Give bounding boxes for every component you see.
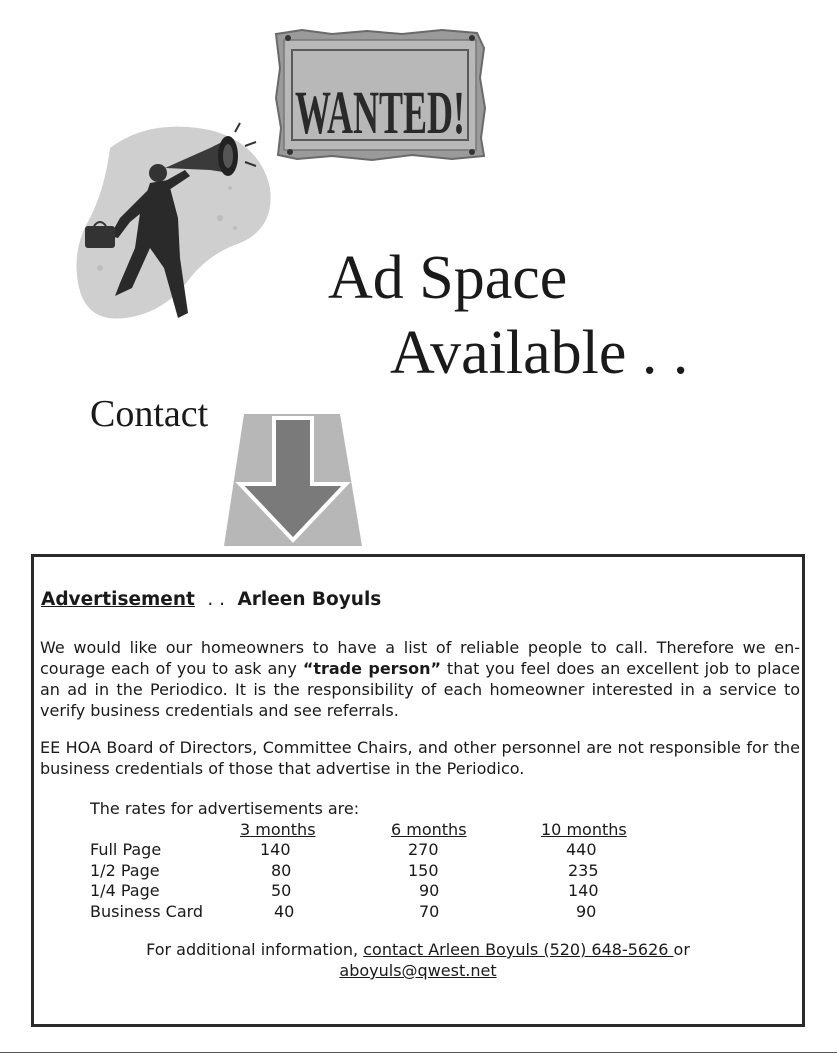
heading-ad-space: Ad Space [328,244,568,312]
rate-cell: 235 [568,861,599,880]
heading-contact: Contact [90,393,209,435]
rate-cell: 80 [271,861,292,880]
col-header-6-months: 6 months [391,820,467,839]
ad-author: Arleen Boyuls [237,589,382,610]
rate-cell: 90 [419,881,440,900]
rate-cell: 440 [566,840,597,859]
contact-email-link[interactable]: aboyuls@qwest.net [339,961,497,980]
rate-cell: 40 [274,902,295,921]
rate-cell: 70 [419,902,440,921]
intro-text-a: We would like our homeowners to have a list of reliable people to call. Therefore we en-courage each of you to ask any [40,638,800,678]
intro-paragraph [40,637,800,721]
trade-person-emphasis: “trade person” [302,659,441,678]
footer-contact-info [34,939,802,981]
rate-cell: 270 [408,840,439,859]
megaphone-man-illustration [70,118,280,333]
ad-title-row [41,589,381,610]
down-arrow-icon [222,412,364,548]
ad-title-separator: . . [207,589,225,610]
wanted-sign-image [272,28,488,162]
contact-phone-link[interactable]: contact Arleen Boyuls (520) 648-5626 [363,940,674,959]
row-label-half-page: 1/2 Page [90,861,160,880]
heading-available: Available . . [390,319,689,387]
col-header-10-months: 10 months [541,820,627,839]
rate-cell: 140 [568,881,599,900]
disclaimer-paragraph: EE HOA Board of Directors, Committee Chairs, and other personnel are not responsible for the business credentials of those that advertise in the Periodico. [40,738,800,778]
rate-cell: 90 [576,902,597,921]
row-label-quarter-page: 1/4 Page [90,881,160,900]
wanted-sign-text: WANTED! [295,78,465,147]
intro-text-b: that you feel does an excellent job to place an ad in the Periodico. It is the responsibility of each homeowner interested in a service to verify business credentials and see referrals. [40,659,801,720]
rates-intro: The rates for advertisements are: [90,799,360,818]
row-label-full-page: Full Page [90,840,162,859]
bottom-divider [0,1052,837,1053]
rate-cell: 140 [260,840,291,859]
footer-or: or [673,940,690,959]
row-label-business-card: Business Card [90,902,204,921]
advertisement-info-box [31,554,805,1027]
col-header-3-months: 3 months [240,820,316,839]
rate-cell: 150 [408,861,439,880]
ad-title: Advertisement [41,589,195,610]
footer-prefix: For additional information, [146,940,364,959]
rate-cell: 50 [271,881,292,900]
